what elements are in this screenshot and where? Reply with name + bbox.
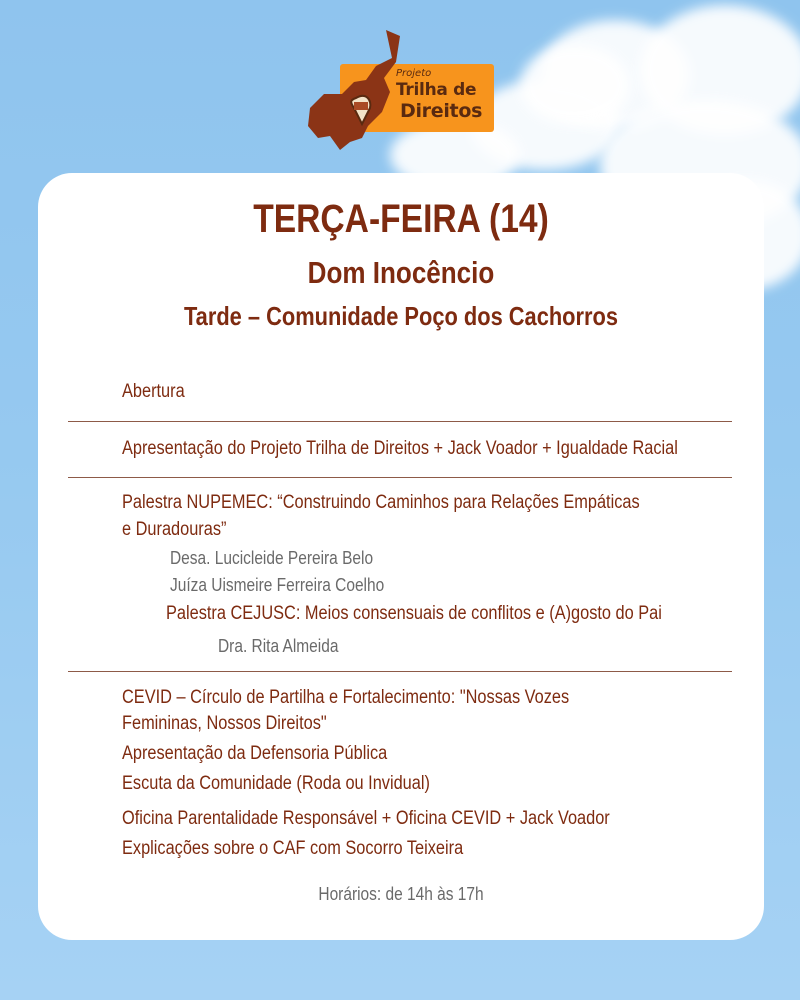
agenda-opening: Abertura	[122, 381, 185, 402]
agenda-cevid-line2: Femininas, Nossos Direitos"	[122, 713, 327, 734]
schedule-hours: Horários: de 14h às 17h	[318, 884, 484, 904]
place-title: Dom Inocêncio	[307, 255, 495, 290]
divider	[68, 477, 732, 478]
logo-title-line1: Trilha de	[396, 80, 477, 100]
agenda-oficina: Oficina Parentalidade Responsável + Oficina CEVID + Jack Voador	[122, 808, 610, 829]
speaker-uismeire: Juíza Uismeire Ferreira Coelho	[170, 575, 385, 595]
agenda-cejusc: Palestra CEJUSC: Meios consensuais de conflitos e (A)gosto do Pai	[166, 603, 662, 624]
agenda-nupemec-line2: e Duradouras”	[122, 519, 227, 540]
agenda-defensoria: Apresentação da Defensoria Pública	[122, 743, 388, 764]
speaker-rita: Dra. Rita Almeida	[218, 636, 339, 656]
period-title: Tarde – Comunidade Poço dos Cachorros	[183, 301, 619, 331]
speaker-lucicleide: Desa. Lucicleide Pereira Belo	[170, 548, 374, 568]
agenda-caf: Explicações sobre o CAF com Socorro Teixeira	[122, 838, 464, 859]
divider	[68, 671, 732, 672]
project-logo	[300, 22, 500, 158]
day-title: TERÇA-FEIRA (14)	[253, 197, 549, 241]
logo-small-text: Projeto	[396, 68, 432, 79]
agenda-nupemec-line1: Palestra NUPEMEC: “Construindo Caminhos para Relações Empáticas	[122, 492, 640, 513]
agenda-escuta: Escuta da Comunidade (Roda ou Invidual)	[122, 773, 430, 794]
cloud-shape	[520, 45, 630, 125]
divider	[68, 421, 732, 422]
agenda-cevid-line1: CEVID – Círculo de Partilha e Fortalecimento: "Nossas Vozes	[122, 687, 570, 708]
logo-title-line2: Direitos	[400, 100, 483, 122]
agenda-presentation: Apresentação do Projeto Trilha de Direitos + Jack Voador + Igualdade Racial	[122, 438, 678, 459]
agenda-card	[38, 173, 764, 940]
